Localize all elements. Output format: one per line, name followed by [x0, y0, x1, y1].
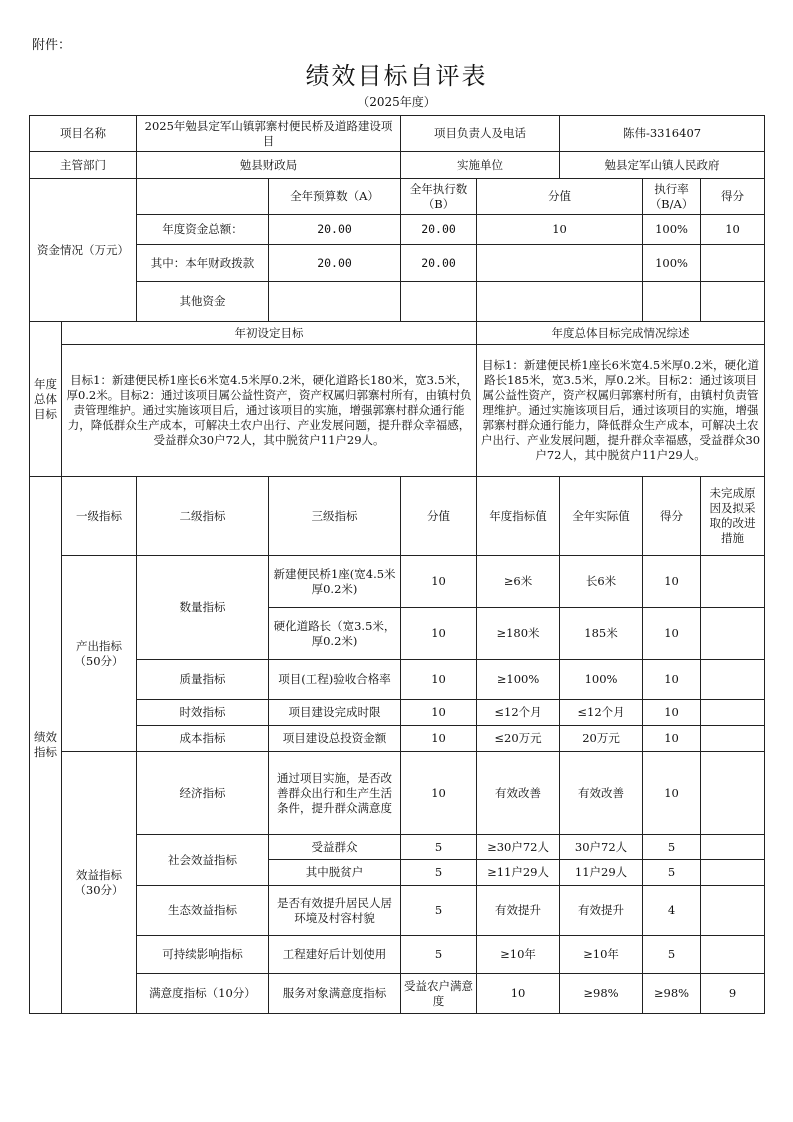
quantity-indicator-label: 数量指标	[137, 556, 269, 660]
indicator-score: 10	[643, 752, 701, 835]
funds-exec-value	[401, 282, 477, 322]
indicator-remark	[701, 608, 765, 660]
indicator-row	[30, 726, 765, 752]
funds-score-value	[701, 282, 765, 322]
dept-value: 勉县财政局	[137, 152, 401, 179]
indicator-weight: 5	[401, 886, 477, 936]
project-name-value: 2025年勉县定军山镇郭寨村便民桥及道路建设项目	[137, 116, 401, 152]
ind-col-score: 得分	[643, 477, 701, 556]
funds-header-row	[30, 179, 765, 215]
indicator-weight: 10	[401, 726, 477, 752]
indicator-actual: 20万元	[560, 726, 643, 752]
indicator-actual: 11户29人	[560, 860, 643, 886]
indicator-remark	[701, 556, 765, 608]
benefit-indicator-label: 效益指标（30分）	[62, 752, 137, 1014]
indicator-l3: 新建便民桥1座(宽4.5米厚0.2米)	[269, 556, 401, 608]
funds-row-other	[30, 282, 765, 322]
indicator-score: 10	[643, 700, 701, 726]
goals-text-row	[30, 345, 765, 477]
dept-label: 主管部门	[30, 152, 137, 179]
indicator-target: ≥98%	[560, 974, 643, 1014]
page-title: 绩效目标自评表	[305, 62, 488, 90]
funds-col-weight: 分值	[477, 179, 643, 215]
indicator-actual: 100%	[560, 660, 643, 700]
indicator-remark	[701, 936, 765, 974]
sustain-indicator-label: 可持续影响指标	[137, 936, 269, 974]
indicator-remark	[701, 752, 765, 835]
goals-initial-text: 目标1：新建便民桥1座长6米宽4.5米厚0.2米，硬化道路长180米，宽3.5米，厚0.2米。目标2：通过该项目属公益性资产，资产权属归郭寨村所有，由镇村负责管理维护。通过实施该项目后，通过该项目的实施，增强郭寨村群众通行能力，降低群众生产成本，可解决土农户出行、产业发展问题，提升群众幸福感，受益群众30户72人，其中脱贫户11户29人。	[62, 345, 477, 477]
funds-row-label: 其中：本年财政拨款	[137, 245, 269, 282]
indicator-target: 有效提升	[477, 886, 560, 936]
indicator-score: 5	[643, 860, 701, 886]
ind-col-actual: 全年实际值	[560, 477, 643, 556]
ecological-indicator-label: 生态效益指标	[137, 886, 269, 936]
funds-score-value	[701, 245, 765, 282]
indicator-remark	[701, 700, 765, 726]
indicator-weight: 5	[401, 936, 477, 974]
indicator-remark	[701, 886, 765, 936]
indicator-target: ≥30户72人	[477, 835, 560, 860]
indicator-actual: ≤12个月	[560, 700, 643, 726]
indicator-weight: 10	[401, 752, 477, 835]
project-name-label: 项目名称	[30, 116, 137, 152]
indicator-target: ≥180米	[477, 608, 560, 660]
funds-weight-value	[477, 282, 643, 322]
funds-row-total	[30, 215, 765, 245]
department-row	[30, 152, 765, 179]
attachment-label: 附件：	[32, 38, 72, 53]
satisfaction-indicator-label: 满意度指标（10分）	[137, 974, 269, 1014]
funds-rate-value: 100%	[643, 245, 701, 282]
indicator-row	[30, 936, 765, 974]
indicator-score: 5	[643, 936, 701, 974]
indicator-l3: 是否有效提升居民人居环境及村容村貌	[269, 886, 401, 936]
indicator-target: ≤12个月	[477, 700, 560, 726]
funds-col-exec: 全年执行数（B）	[401, 179, 477, 215]
goals-summary-header: 年度总体目标完成情况综述	[477, 322, 765, 345]
indicator-l3: 受益群众	[269, 835, 401, 860]
indicator-remark	[701, 660, 765, 700]
indicator-actual: ≥98%	[643, 974, 701, 1014]
service-indicator-label: 服务对象满意度指标	[269, 974, 401, 1014]
funds-exec-value: 20.00	[401, 245, 477, 282]
indicator-actual: ≥10年	[560, 936, 643, 974]
funds-row-fiscal	[30, 245, 765, 282]
indicator-target: 有效改善	[477, 752, 560, 835]
indicator-actual: 有效提升	[560, 886, 643, 936]
funds-row-label: 年度资金总额：	[137, 215, 269, 245]
indicator-l3: 硬化道路长（宽3.5米，厚0.2米)	[269, 608, 401, 660]
indicator-l3: 项目(工程)验收合格率	[269, 660, 401, 700]
responsible-value: 陈伟-3316407	[560, 116, 765, 152]
indicator-actual: 长6米	[560, 556, 643, 608]
goals-section-label: 年度总体目标	[30, 322, 62, 477]
indicator-actual: 30户72人	[560, 835, 643, 860]
indicator-row	[30, 660, 765, 700]
funds-col-budget: 全年预算数（A）	[269, 179, 401, 215]
funds-score-value: 10	[701, 215, 765, 245]
indicator-remark	[701, 860, 765, 886]
goals-summary-text: 目标1：新建便民桥1座长6米宽4.5米厚0.2米，硬化道路长185米，宽3.5米，厚0.2米。目标2：通过该项目属公益性资产，资产权属归郭寨村所有，由镇村负责管理维护。通过实施该项目后，通过该项目的实施，增强郭寨村群众通行能力，降低群众生产成本，可解决土农户出行、产业发展问题，提升群众幸福感，受益群众30户72人，其中脱贫户11户29人。	[477, 345, 765, 477]
funds-exec-value: 20.00	[401, 215, 477, 245]
indicator-target: ≤20万元	[477, 726, 560, 752]
indicator-row	[30, 752, 765, 835]
ind-col-weight: 分值	[401, 477, 477, 556]
indicator-row	[30, 700, 765, 726]
economic-indicator-label: 经济指标	[137, 752, 269, 835]
indicator-l3: 其中脱贫户	[269, 860, 401, 886]
indicator-weight: 10	[401, 556, 477, 608]
funds-rate-value: 100%	[643, 215, 701, 245]
ind-col-level1: 一级指标	[62, 477, 137, 556]
indicator-l3: 项目建设完成时限	[269, 700, 401, 726]
indicator-target: ≥100%	[477, 660, 560, 700]
indicators-header-row	[30, 477, 765, 556]
output-indicator-label: 产出指标（50分）	[62, 556, 137, 752]
indicator-score: 9	[701, 974, 765, 1014]
indicator-remark	[701, 726, 765, 752]
timeliness-indicator-label: 时效指标	[137, 700, 269, 726]
indicator-row	[30, 556, 765, 608]
impl-label: 实施单位	[401, 152, 560, 179]
self-evaluation-table	[29, 115, 765, 1014]
indicators-section-label: 绩效指标	[30, 477, 62, 1014]
indicator-row	[30, 886, 765, 936]
indicator-target: ≥10年	[477, 936, 560, 974]
responsible-label: 项目负责人及电话	[401, 116, 560, 152]
funds-row-label: 其他资金	[137, 282, 269, 322]
indicator-row	[30, 835, 765, 860]
funds-section-label: 资金情况（万元）	[30, 179, 137, 322]
indicator-target: ≥11户29人	[477, 860, 560, 886]
indicator-weight: 5	[401, 860, 477, 886]
goals-initial-header: 年初设定目标	[62, 322, 477, 345]
funds-weight-value	[477, 245, 643, 282]
ind-col-target: 年度指标值	[477, 477, 560, 556]
indicator-score: 10	[643, 660, 701, 700]
indicator-target: ≥6米	[477, 556, 560, 608]
indicator-l3: 通过项目实施，是否改善群众出行和生产生活条件，提升群众满意度	[269, 752, 401, 835]
ind-col-level3: 三级指标	[269, 477, 401, 556]
funds-budget-value	[269, 282, 401, 322]
indicator-score: 5	[643, 835, 701, 860]
indicator-weight: 10	[401, 660, 477, 700]
indicator-weight: 5	[401, 835, 477, 860]
cost-indicator-label: 成本指标	[137, 726, 269, 752]
indicator-actual: 185米	[560, 608, 643, 660]
indicator-remark	[701, 835, 765, 860]
quality-indicator-label: 质量指标	[137, 660, 269, 700]
project-name-row	[30, 116, 765, 152]
indicator-weight: 10	[401, 700, 477, 726]
indicator-score: 10	[643, 556, 701, 608]
ind-col-remark: 未完成原因及拟采取的改进措施	[701, 477, 765, 556]
year-note: （2025年度）	[357, 95, 436, 109]
funds-budget-value: 20.00	[269, 245, 401, 282]
goals-header-row	[30, 322, 765, 345]
funds-rate-value	[643, 282, 701, 322]
indicator-actual: 有效改善	[560, 752, 643, 835]
funds-budget-value: 20.00	[269, 215, 401, 245]
funds-blank-header	[137, 179, 269, 215]
funds-weight-value: 10	[477, 215, 643, 245]
indicator-score: 10	[643, 608, 701, 660]
indicator-l3: 工程建好后计划使用	[269, 936, 401, 974]
indicator-l3: 受益农户满意度	[401, 974, 477, 1014]
indicator-score: 4	[643, 886, 701, 936]
social-indicator-label: 社会效益指标	[137, 835, 269, 886]
indicator-l3: 项目建设总投资金额	[269, 726, 401, 752]
indicator-weight: 10	[477, 974, 560, 1014]
indicator-weight: 10	[401, 608, 477, 660]
ind-col-level2: 二级指标	[137, 477, 269, 556]
indicator-row	[30, 974, 765, 1014]
funds-col-rate: 执行率（B/A）	[643, 179, 701, 215]
impl-value: 勉县定军山镇人民政府	[560, 152, 765, 179]
funds-col-score: 得分	[701, 179, 765, 215]
indicator-score: 10	[643, 726, 701, 752]
